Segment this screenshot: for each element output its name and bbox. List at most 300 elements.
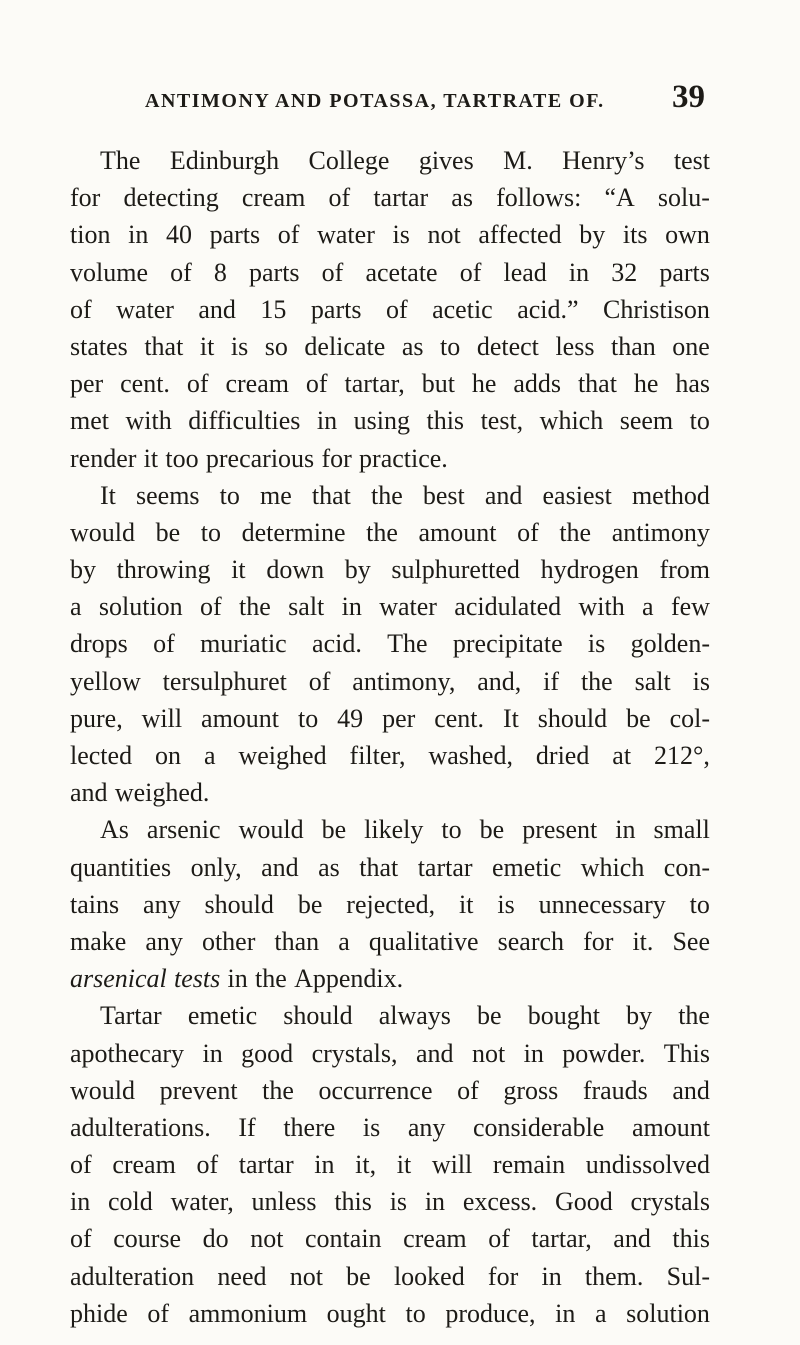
word: should <box>283 1001 353 1031</box>
word: crystals, <box>311 1038 398 1068</box>
word: he <box>471 369 497 399</box>
word: there <box>283 1112 336 1142</box>
word: by <box>579 220 606 250</box>
word: for <box>70 183 101 213</box>
text-line <box>70 625 710 662</box>
word: be <box>626 703 651 733</box>
word: undissolved <box>585 1150 710 1180</box>
word: cream <box>403 1224 467 1254</box>
word: parts <box>310 294 362 324</box>
word: will <box>431 1150 473 1180</box>
word: to <box>689 406 710 436</box>
word: cent. <box>434 703 485 733</box>
word: affected <box>478 220 562 250</box>
word: in <box>568 257 590 287</box>
word: per <box>70 369 104 399</box>
word: need <box>217 1261 267 1291</box>
text-line <box>70 997 710 1034</box>
word: 8 <box>213 257 227 287</box>
word: other <box>201 926 256 956</box>
word: of <box>517 517 539 547</box>
word: the <box>678 1001 710 1031</box>
word: acid.” <box>517 294 579 324</box>
word: amount <box>201 703 280 733</box>
body-text <box>70 142 710 1332</box>
word: one <box>672 331 710 361</box>
word: looked <box>393 1261 465 1291</box>
word: any <box>145 926 183 956</box>
word: acidulated <box>454 592 562 622</box>
page-number: 39 <box>672 79 705 115</box>
word: of <box>70 1224 92 1254</box>
word: which <box>580 852 645 882</box>
word: tartar <box>238 1150 294 1180</box>
word: 32 <box>611 257 638 287</box>
word: parts <box>249 257 300 287</box>
word: test <box>673 146 710 175</box>
word: which <box>539 406 604 436</box>
word: determine <box>241 517 346 547</box>
word: few <box>670 592 710 622</box>
word: washed, <box>428 741 513 770</box>
word: con- <box>663 852 710 882</box>
word: 40 <box>165 220 192 250</box>
text-line <box>70 254 710 291</box>
word: me <box>260 480 292 510</box>
word: in <box>128 220 149 250</box>
word: tartar <box>373 183 429 213</box>
word: per <box>382 703 416 733</box>
word: a <box>642 592 654 622</box>
word: salt <box>634 666 671 696</box>
word: using <box>353 406 410 436</box>
word: weighed <box>238 741 327 770</box>
word: in <box>314 1150 335 1180</box>
word: excess. <box>462 1187 538 1217</box>
text-line <box>70 328 710 365</box>
word: to <box>689 889 710 919</box>
word: sulphuretted <box>391 555 520 585</box>
word: in <box>70 1187 91 1217</box>
word: the <box>262 1075 294 1105</box>
word: and <box>613 1224 651 1254</box>
word: easiest <box>542 480 612 510</box>
word: than <box>610 331 656 361</box>
word: cream <box>112 1150 176 1180</box>
word: as <box>451 183 473 213</box>
word: yellow <box>70 666 141 696</box>
word: is <box>392 220 410 250</box>
word: adulterations. <box>70 1112 211 1142</box>
word: considerable <box>472 1112 605 1142</box>
word: so <box>264 331 288 361</box>
word: frauds <box>582 1075 648 1105</box>
text-line <box>70 923 710 960</box>
text-line <box>70 179 710 216</box>
word: tion <box>70 220 111 250</box>
word: search <box>497 926 565 956</box>
word: tests <box>174 964 221 994</box>
word: be <box>479 815 505 845</box>
word: it <box>199 331 215 361</box>
word: 49 <box>337 703 364 733</box>
word: of <box>70 1150 92 1180</box>
word: any <box>407 1112 446 1142</box>
word: be <box>477 1001 502 1031</box>
word: in <box>341 592 362 622</box>
word: drops <box>70 629 128 659</box>
word: detecting <box>123 183 219 213</box>
word: seem <box>619 406 674 436</box>
word: Sul- <box>666 1261 710 1291</box>
word: parts <box>209 220 261 250</box>
running-head-title: ANTIMONY AND POTASSA, TARTRATE OF. <box>145 90 605 112</box>
word: this <box>672 1224 710 1254</box>
word: seems <box>136 480 200 510</box>
text-line <box>70 588 710 625</box>
word: states <box>70 331 128 361</box>
word: it, <box>355 1150 377 1180</box>
word: of <box>308 666 331 696</box>
word: practice. <box>359 443 448 473</box>
text-line <box>70 960 710 997</box>
word: It <box>100 480 116 510</box>
word: and <box>415 1038 454 1068</box>
word: them. <box>584 1261 644 1291</box>
word: not <box>289 1261 323 1291</box>
word: to <box>219 480 240 510</box>
word: from <box>659 555 710 585</box>
word: by <box>70 555 96 585</box>
word: and <box>70 778 108 808</box>
word: by <box>344 555 371 585</box>
word: salt <box>288 592 325 622</box>
word: of <box>457 1075 479 1105</box>
word: powder. <box>562 1038 646 1068</box>
word: a <box>338 926 350 956</box>
word: in <box>523 1038 544 1068</box>
word: cent. <box>120 369 170 399</box>
word: the <box>366 517 398 547</box>
word: lected <box>70 741 133 770</box>
word: contain <box>305 1224 382 1254</box>
word: a <box>203 741 216 770</box>
word: always <box>378 1001 451 1031</box>
word: ammonium <box>188 1298 308 1328</box>
word: of <box>321 257 344 287</box>
word: in <box>615 815 636 845</box>
text-line <box>70 1183 710 1220</box>
word: volume <box>70 257 148 287</box>
text-line <box>70 737 710 774</box>
word: its <box>622 220 648 250</box>
word: if <box>543 666 560 696</box>
word: test, <box>480 406 524 436</box>
word: unnecessary <box>538 889 666 919</box>
text-line <box>70 774 710 811</box>
word: it <box>231 555 246 585</box>
text-line <box>70 216 710 253</box>
word: best <box>422 480 465 510</box>
word: is <box>362 1112 381 1142</box>
word: precarious <box>205 443 315 473</box>
word: adds <box>513 369 562 399</box>
word: cream <box>241 183 306 213</box>
text-line <box>70 365 710 402</box>
word: precipitate <box>452 629 563 659</box>
word: antimony, <box>352 666 456 696</box>
word: water, <box>170 1187 234 1217</box>
word: of <box>153 629 175 659</box>
word: golden- <box>630 629 710 659</box>
word: only, <box>190 852 242 882</box>
word: to <box>405 1298 426 1328</box>
text-line <box>70 1146 710 1183</box>
word: that <box>144 331 184 361</box>
word: own <box>665 220 710 250</box>
word: is <box>389 1187 408 1217</box>
word: the <box>370 480 403 510</box>
word: 15 <box>260 294 287 324</box>
word: occurrence <box>318 1075 433 1105</box>
word: should <box>204 889 274 919</box>
word: as <box>401 331 424 361</box>
word: should <box>537 703 608 733</box>
word: phide <box>70 1298 128 1328</box>
word: remain <box>492 1150 566 1180</box>
text-line <box>70 1035 710 1072</box>
word: this <box>426 406 465 436</box>
text-line <box>70 663 710 700</box>
word: be <box>346 1261 371 1291</box>
word: acid. <box>312 629 362 659</box>
word: muriatic <box>200 629 287 659</box>
word: 212°, <box>654 741 710 770</box>
word: water <box>317 220 375 250</box>
word: tersulphuret <box>162 666 287 696</box>
word: of <box>196 1150 219 1180</box>
word: with <box>125 406 172 436</box>
word: ought <box>326 1298 386 1328</box>
word: solution <box>626 1298 710 1328</box>
word: will <box>141 703 183 733</box>
word: this <box>334 1187 372 1217</box>
word: for <box>487 1261 519 1291</box>
word: emetic <box>187 1001 258 1031</box>
word: delicate <box>304 331 386 361</box>
word: of <box>200 592 222 622</box>
word: of <box>328 183 351 213</box>
word: qualitative <box>368 926 479 956</box>
word: of <box>186 369 209 399</box>
word: acetic <box>432 294 493 324</box>
word: small <box>653 815 710 845</box>
word: unless <box>251 1187 317 1217</box>
word: to <box>297 703 319 733</box>
word: tartar, <box>531 1224 592 1254</box>
word: weighed. <box>114 778 210 808</box>
word: it. <box>632 926 654 956</box>
word: arsenical <box>70 964 167 994</box>
word: render <box>70 443 137 473</box>
word: gross <box>503 1075 559 1105</box>
word: gives <box>418 146 474 175</box>
word: crystals <box>630 1187 710 1217</box>
word: not <box>427 220 461 250</box>
word: filter, <box>349 741 406 770</box>
text-line <box>70 1072 710 1109</box>
text-line <box>70 1109 710 1146</box>
word: in <box>316 406 338 436</box>
word: in <box>227 964 248 994</box>
text-line <box>70 402 710 439</box>
word: Henry’s <box>562 146 645 175</box>
word: solu- <box>657 183 710 213</box>
word: of <box>305 369 328 399</box>
word: If <box>238 1112 256 1142</box>
word: This <box>663 1038 710 1068</box>
word: he <box>633 369 659 399</box>
word: present <box>522 815 598 845</box>
text-line <box>70 440 710 477</box>
word: tains <box>70 889 120 919</box>
word: method <box>631 480 710 510</box>
word: a <box>594 1298 607 1328</box>
word: than <box>274 926 320 956</box>
word: It <box>502 703 519 733</box>
word: M. <box>503 146 533 175</box>
word: pure, <box>70 703 123 733</box>
text-line <box>70 551 710 588</box>
word: in <box>202 1038 223 1068</box>
word: is <box>497 889 515 919</box>
word: lead <box>503 257 547 287</box>
word: bought <box>527 1001 600 1031</box>
word: of <box>147 1298 170 1328</box>
word: The <box>100 146 141 175</box>
word: has <box>675 369 710 399</box>
word: of <box>277 220 300 250</box>
word: adulteration <box>70 1261 195 1291</box>
word: Edinburgh <box>169 146 280 175</box>
word: make <box>70 926 127 956</box>
word: for <box>583 926 614 956</box>
word: Christison <box>603 294 710 324</box>
text-line <box>70 1295 710 1332</box>
word: that <box>311 480 351 510</box>
text-line <box>70 477 710 514</box>
word: but <box>421 369 455 399</box>
word: tartar <box>417 852 473 882</box>
word: detect <box>476 331 539 361</box>
word: is <box>230 331 249 361</box>
word: dried <box>535 741 590 770</box>
word: a <box>70 592 82 622</box>
word: apothecary <box>70 1038 185 1068</box>
word: with <box>578 592 625 622</box>
word: emetic <box>492 852 562 882</box>
word: met <box>70 406 109 436</box>
word: water <box>379 592 437 622</box>
word: the <box>239 592 271 622</box>
word: that <box>577 369 617 399</box>
word: arsenic <box>146 815 221 845</box>
text-line <box>70 291 710 328</box>
word: be <box>297 889 323 919</box>
word: in <box>424 1187 446 1217</box>
word: to <box>441 815 462 845</box>
text-line <box>70 886 710 923</box>
word: of <box>70 294 92 324</box>
text-line <box>70 811 710 848</box>
text-line <box>70 1220 710 1257</box>
word: course <box>113 1224 182 1254</box>
text-line <box>70 1258 710 1295</box>
word: difficulties <box>188 406 301 436</box>
word: solution <box>98 592 183 622</box>
word: likely <box>364 815 424 845</box>
word: is <box>692 666 710 696</box>
word: and <box>198 294 236 324</box>
word: it <box>459 889 474 919</box>
word: College <box>308 146 390 175</box>
word: of <box>385 294 408 324</box>
word: antimony <box>611 517 710 547</box>
text-line <box>70 142 710 179</box>
word: in <box>541 1261 562 1291</box>
word: hydrogen <box>540 555 639 585</box>
word: down <box>266 555 325 585</box>
word: would <box>70 1075 135 1105</box>
word: cream <box>225 369 289 399</box>
word: that <box>359 852 399 882</box>
word: the <box>580 666 613 696</box>
word: too <box>165 443 199 473</box>
word: for <box>321 443 352 473</box>
word: As <box>100 815 129 845</box>
word: to <box>200 517 221 547</box>
word: and, <box>477 666 522 696</box>
word: and <box>261 852 299 882</box>
word: throwing <box>116 555 211 585</box>
word: tartar, <box>344 369 405 399</box>
word: is <box>587 629 606 659</box>
running-head <box>145 79 705 124</box>
word: not <box>250 1224 284 1254</box>
word: of <box>170 257 192 287</box>
word: of <box>488 1224 510 1254</box>
word: would <box>238 815 304 845</box>
word: parts <box>659 257 710 287</box>
word: follows: <box>496 183 582 213</box>
word: Tartar <box>100 1001 162 1031</box>
word: not <box>471 1038 506 1068</box>
word: and <box>484 480 523 510</box>
word: as <box>318 852 340 882</box>
text-line <box>70 849 710 886</box>
word: good <box>241 1038 294 1068</box>
word: “A <box>604 183 635 213</box>
word: would <box>70 517 135 547</box>
word: of <box>459 257 482 287</box>
word: quantities <box>70 852 172 882</box>
word: any <box>143 889 181 919</box>
word: cold <box>108 1187 153 1217</box>
word: the <box>255 964 287 994</box>
word: by <box>626 1001 653 1031</box>
word: amount <box>418 517 497 547</box>
word: at <box>612 741 632 770</box>
